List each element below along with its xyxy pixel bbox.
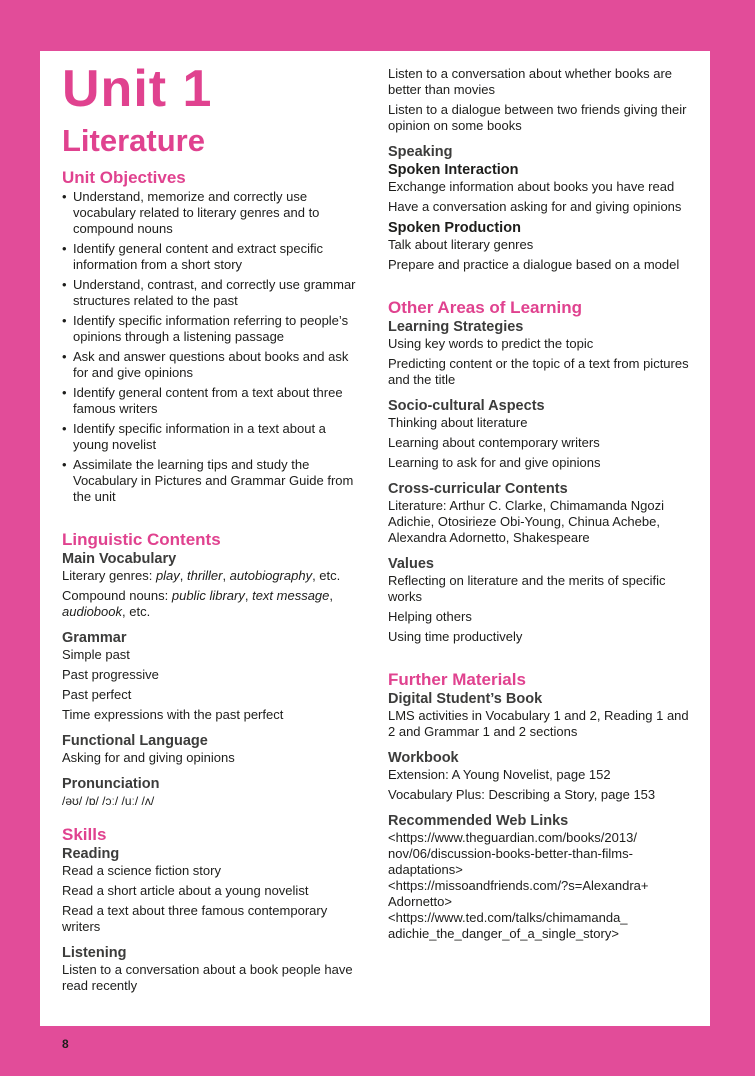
objectives-heading: Unit Objectives xyxy=(62,168,186,187)
list-item: Listen to a conversation about a book people have read recently xyxy=(62,962,353,993)
page-sheet xyxy=(40,51,710,1026)
list-item: Simple past xyxy=(62,647,130,662)
functional-heading: Functional Language xyxy=(62,733,208,749)
spoken-interaction-heading: Spoken Interaction xyxy=(388,162,519,178)
list-item: • Identify specific information in a text about a young novelist xyxy=(62,421,362,453)
list-item: Read a text about three famous contemporary writers xyxy=(62,903,328,934)
web-links-heading: Recommended Web Links xyxy=(388,813,569,829)
right-column xyxy=(388,66,698,942)
cross-curricular-heading: Cross-curricular Contents xyxy=(388,481,568,497)
list-item: Vocabulary Plus: Describing a Story, page 153 xyxy=(388,787,656,802)
strategies-heading: Learning Strategies xyxy=(388,319,524,335)
list-item: • Assimilate the learning tips and study the Vocabulary in Pictures and Grammar Guide from the unit xyxy=(62,457,362,505)
reading-heading: Reading xyxy=(62,846,120,862)
skills-heading: Skills xyxy=(62,825,107,844)
digital-book-heading: Digital Student’s Book xyxy=(388,691,543,707)
values-heading: Values xyxy=(388,556,434,572)
separator: , xyxy=(329,588,334,603)
list-item: Talk about literary genres xyxy=(388,237,534,252)
web-link[interactable]: <https://missoandfriends.com/?s=Alexandra+ Adornetto> xyxy=(388,878,649,909)
speaking-heading: Speaking xyxy=(388,144,453,160)
list-item: Learning to ask for and give opinions xyxy=(388,455,601,470)
separator: , xyxy=(244,588,253,603)
genres-label: Literary genres: xyxy=(62,568,156,583)
main-vocab-heading: Main Vocabulary xyxy=(62,551,177,567)
list-item: Asking for and giving opinions xyxy=(62,750,235,765)
list-item: Read a science fiction story xyxy=(62,863,221,878)
list-item: • Identify general content from a text about three famous writers xyxy=(62,385,362,417)
linguistic-heading: Linguistic Contents xyxy=(62,530,221,549)
unit-title: Unit 1 xyxy=(62,60,213,118)
separator: , xyxy=(179,568,188,583)
list-item: LMS activities in Vocabulary 1 and 2, Reading 1 and 2 and Grammar 1 and 2 sections xyxy=(388,708,689,739)
list-item: Reflecting on literature and the merits of specific works xyxy=(388,573,666,604)
objectives-list xyxy=(62,189,362,505)
compound-label: Compound nouns: xyxy=(62,588,172,603)
compound-line xyxy=(62,588,362,620)
list-item: • Identify specific information referring to people’s opinions through a listening passage xyxy=(62,313,362,345)
list-item: Prepare and practice a dialogue based on a model xyxy=(388,257,680,272)
list-item: Listen to a dialogue between two friends giving their opinion on some books xyxy=(388,102,687,133)
list-item: Helping others xyxy=(388,609,472,624)
unit-subtitle: Literature xyxy=(62,123,205,158)
genre-term: thriller xyxy=(187,568,223,583)
web-link[interactable]: <https://www.theguardian.com/books/2013/ nov/06/discussion-books-better-than-films-adaptations> xyxy=(388,830,637,877)
list-item: Have a conversation asking for and giving opinions xyxy=(388,199,682,214)
genres-end: , etc. xyxy=(312,568,341,583)
list-item: • Identify general content and extract specific information from a short story xyxy=(62,241,362,273)
compound-term: text message xyxy=(252,588,330,603)
list-item: Time expressions with the past perfect xyxy=(62,707,284,722)
page-number: 8 xyxy=(62,1037,69,1051)
list-item: • Understand, contrast, and correctly use grammar structures related to the past xyxy=(62,277,362,309)
other-areas-heading: Other Areas of Learning xyxy=(388,298,582,317)
list-item: Using key words to predict the topic xyxy=(388,336,594,351)
left-column xyxy=(62,60,362,998)
list-item: Literature: Arthur C. Clarke, Chimamanda Ngozi Adichie, Otosirieze Obi-Young, Chinua Achebe, Alexandra Adornetto, Shakespeare xyxy=(388,498,665,545)
list-item: Thinking about literature xyxy=(388,415,528,430)
workbook-heading: Workbook xyxy=(388,750,459,766)
compound-end: , etc. xyxy=(122,604,151,619)
socio-heading: Socio-cultural Aspects xyxy=(388,398,545,414)
list-item: Extension: A Young Novelist, page 152 xyxy=(388,767,611,782)
genre-term: autobiography xyxy=(229,568,313,583)
separator: , xyxy=(222,568,230,583)
list-item: Past perfect xyxy=(62,687,132,702)
list-item: Exchange information about books you have read xyxy=(388,179,675,194)
list-item: • Understand, memorize and correctly use vocabulary related to literary genres and to compound nouns xyxy=(62,189,362,237)
compound-term: public library xyxy=(171,588,245,603)
list-item: Learning about contemporary writers xyxy=(388,435,600,450)
list-item: Read a short article about a young novelist xyxy=(62,883,309,898)
list-item: • Ask and answer questions about books and ask for and give opinions xyxy=(62,349,362,381)
grammar-heading: Grammar xyxy=(62,630,127,646)
list-item: Using time productively xyxy=(388,629,523,644)
spoken-production-heading: Spoken Production xyxy=(388,220,521,236)
compound-term: audiobook xyxy=(62,604,122,619)
list-item: Listen to a conversation about whether books are better than movies xyxy=(388,66,673,97)
further-materials-heading: Further Materials xyxy=(388,670,526,689)
pronunciation-heading: Pronunciation xyxy=(62,776,160,792)
web-link[interactable]: <https://www.ted.com/talks/chimamanda_ adichie_the_danger_of_a_single_story> xyxy=(388,910,628,941)
listening-heading: Listening xyxy=(62,945,127,961)
genre-term: play xyxy=(155,568,180,583)
genres-line xyxy=(62,568,362,584)
list-item: Predicting content or the topic of a text from pictures and the title xyxy=(388,356,689,387)
pronunciation-symbols: /əʊ/ /ɒ/ /ɔː/ /uː/ /ʌ/ xyxy=(62,794,155,808)
list-item: Past progressive xyxy=(62,667,159,682)
